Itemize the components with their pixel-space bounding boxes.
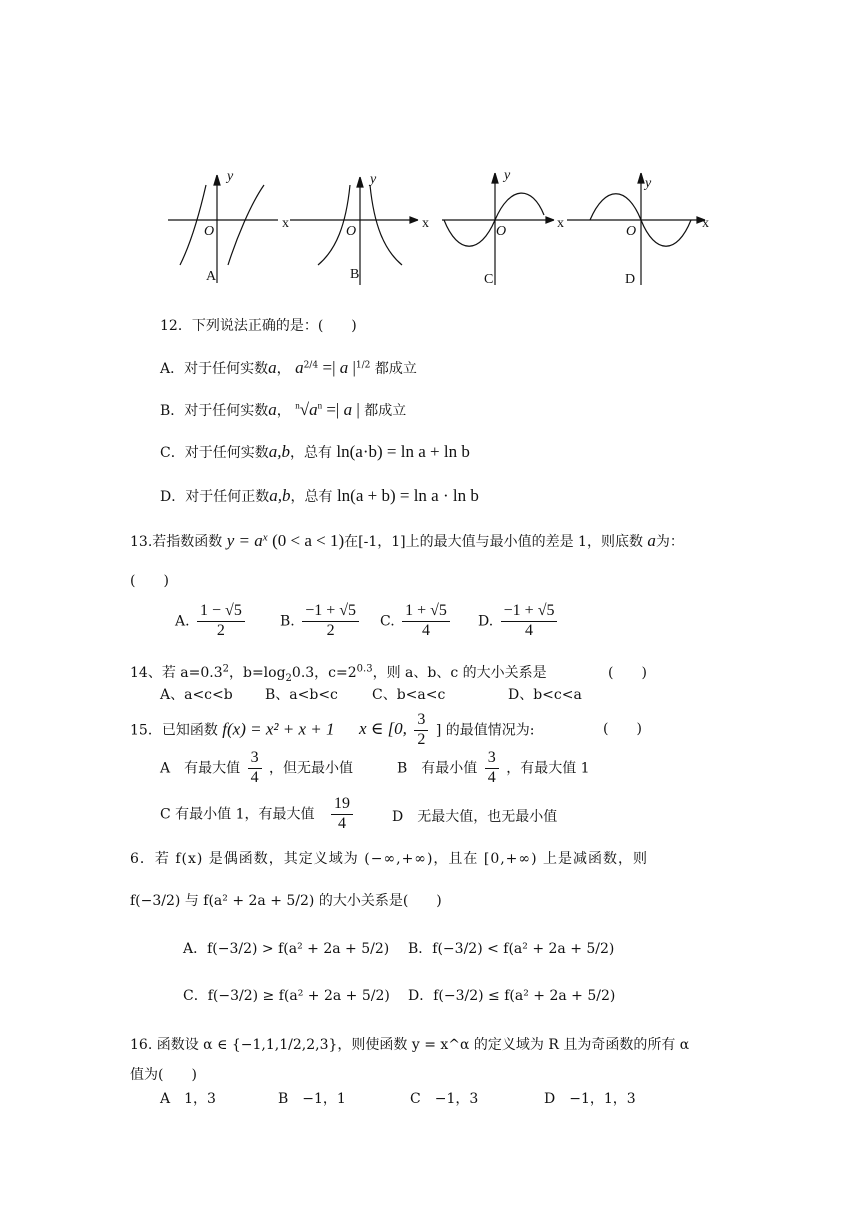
q16-line2: 值为( ) bbox=[130, 1067, 197, 1083]
q15-option-b: B 有最小值 $\frac{3}{4}$ ，有最大值 1 bbox=[397, 749, 590, 786]
graph-d-y: y bbox=[645, 176, 652, 191]
q6-stem: 6．若 f(x) 是偶函数，其定义域为 (−∞,+∞)，且在 [0,+∞) 上是减函数，则 bbox=[130, 851, 648, 867]
graph-a-y: y bbox=[227, 169, 234, 184]
q6-line2: f(−3/2) 与 f(a² + 2a + 5/2) 的大小关系是( ) bbox=[130, 893, 442, 909]
q13-option-a: A. $\frac{1 - √5}{2}$ bbox=[175, 603, 248, 640]
q14-paren: ( ) bbox=[608, 665, 647, 681]
graph-c-label: C bbox=[484, 272, 494, 287]
graph-a-label: A bbox=[206, 269, 217, 284]
q13-paren: ( ) bbox=[130, 573, 169, 589]
q16-option-a: A 1，3 bbox=[160, 1091, 216, 1107]
q13-stem: 13.若指数函数 $y = a^x$ (0 < a < 1)在[-1，1]上的最大值与最小值的差是 1，则底数 a为： bbox=[130, 531, 684, 550]
q16-stem: 16. 函数设 α ∈ {−1,1,1/2,2,3}，则使函数 y = x^α 的定义域为 R 且为奇函数的所有 α bbox=[130, 1037, 690, 1053]
q15-option-a: A 有最大值 $\frac{3}{4}$ ，但无最小值 bbox=[160, 749, 354, 786]
q6-option-c: C．f(−3/2) ≥ f(a² + 2a + 5/2) bbox=[183, 988, 390, 1004]
q15-stem: 15．已知函数 f(x) = x² + x + 1 x ∈ [0, $\frac{3}{2}$ ] 的最值情况为: bbox=[130, 711, 535, 748]
graph-b-y: y bbox=[370, 172, 377, 187]
graph-d-x: x bbox=[702, 216, 709, 231]
q16-option-d: D −1，1，3 bbox=[544, 1091, 636, 1107]
graph-a-o: O bbox=[204, 224, 215, 239]
graph-c-x: x bbox=[557, 216, 564, 231]
q12-option-d: D．对于任何正数a,b，总有 ln(a + b) = ln a · ln b bbox=[160, 486, 479, 505]
q13-option-b: B. $\frac{-1 + √5}{2}$ bbox=[280, 603, 362, 640]
graph-a-x: x bbox=[282, 216, 289, 231]
q6-option-d: D．f(−3/2) ≤ f(a² + 2a + 5/2) bbox=[408, 988, 616, 1004]
q12-stem: 12．下列说法正确的是：( ) bbox=[160, 318, 357, 334]
graph-c-o: O bbox=[496, 224, 507, 239]
q12-option-c: C．对于任何实数a,b，总有 ln(a·b) = ln a + ln b bbox=[160, 442, 470, 461]
q13-option-c: C. $\frac{1 + √5}{4}$ bbox=[380, 603, 453, 640]
graph-c-y: y bbox=[504, 168, 511, 183]
q6-option-a: A．f(−3/2) > f(a² + 2a + 5/2) bbox=[183, 941, 390, 957]
q12-option-a: A．对于任何实数a， $a^{2/4}$ =| a $|^{1/2}$ 都成立 bbox=[160, 358, 417, 377]
q16-option-c: C −1，3 bbox=[410, 1091, 479, 1107]
q15-paren: ( ) bbox=[603, 721, 642, 737]
q14-option-a: A、a<c<b bbox=[160, 687, 233, 703]
graph-d-o: O bbox=[626, 224, 637, 239]
q14-option-b: B、a<b<c bbox=[265, 687, 338, 703]
graph-b-x: x bbox=[422, 216, 429, 231]
q12-option-b: B．对于任何实数a， $^n√a^n$ =| a | 都成立 bbox=[160, 400, 407, 419]
q15-option-d: D 无最大值，也无最小值 bbox=[392, 809, 558, 825]
graph-a bbox=[168, 175, 278, 283]
graph-b-o: O bbox=[346, 224, 357, 239]
q14-option-d: D、b<c<a bbox=[508, 687, 582, 703]
graph-b-label: B bbox=[350, 267, 360, 282]
q14-stem: 14、若 $a=0.3^2$，$b=\log_20.3$，$c=2^{0.3}$，则 a、b、c 的大小关系是 bbox=[130, 663, 547, 684]
q6-option-b: B．f(−3/2) < f(a² + 2a + 5/2) bbox=[408, 941, 615, 957]
q13-option-d: D. $\frac{-1 + √5}{4}$ bbox=[478, 603, 560, 640]
q14-option-c: C、b<a<c bbox=[372, 687, 446, 703]
q15-option-c: C 有最小值 1，有最大值 $\frac{19}{4}$ bbox=[160, 796, 356, 833]
graph-d-label: D bbox=[625, 272, 636, 287]
function-graphs bbox=[160, 165, 720, 295]
q16-option-b: B −1，1 bbox=[278, 1091, 346, 1107]
